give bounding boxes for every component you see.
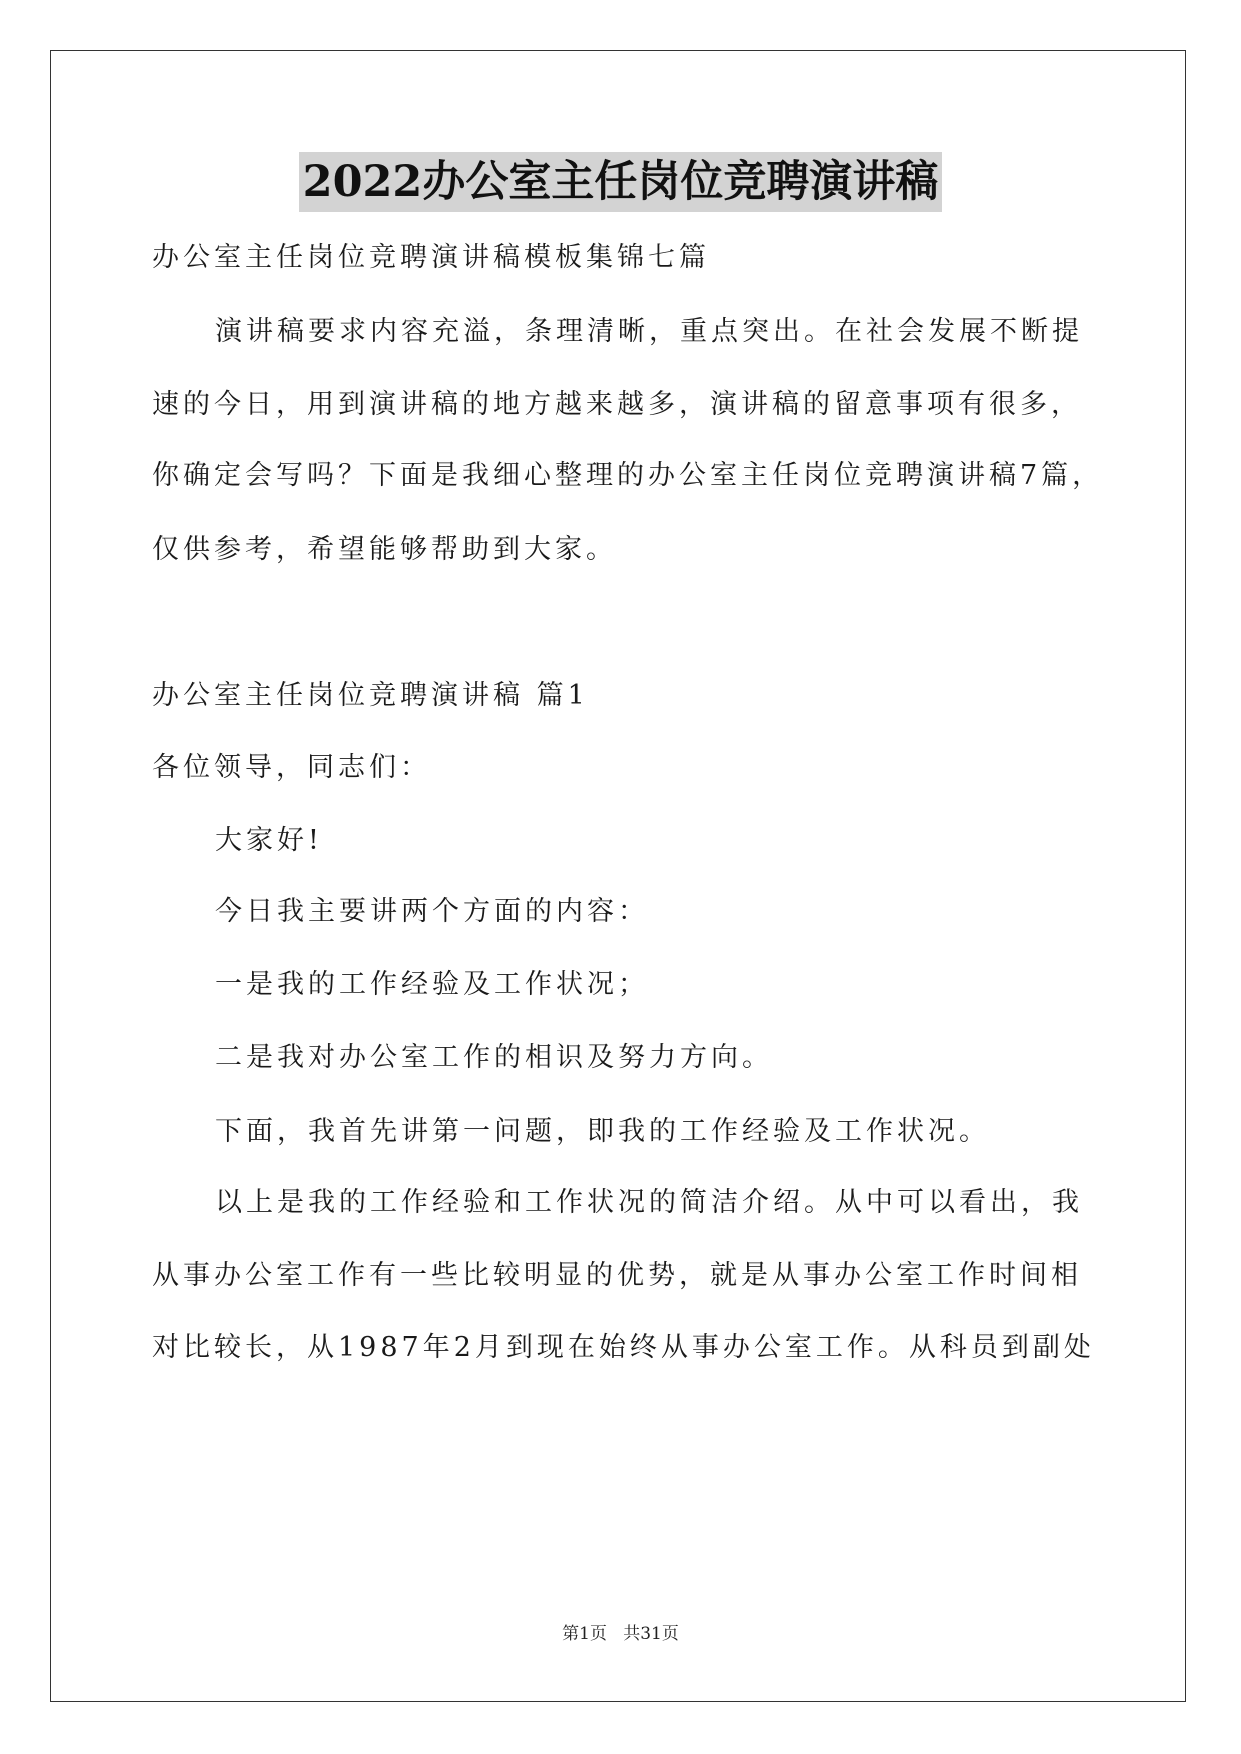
paragraph-line: 对比较长，从1987年2月到现在始终从事办公室工作。从科员到副处 <box>152 1332 1095 1363</box>
page-number: 第1页 <box>562 1624 607 1644</box>
salutation: 各位领导，同志们： <box>152 752 431 783</box>
intro-line: 速的今日，用到演讲稿的地方越来越多，演讲稿的留意事项有很多， <box>152 389 1082 420</box>
intro-line: 仅供参考，希望能够帮助到大家。 <box>152 534 617 565</box>
intro-line: 演讲稿要求内容充溢，条理清晰，重点突出。在社会发展不断提 <box>215 316 1083 347</box>
body-line: 一是我的工作经验及工作状况； <box>215 969 649 1000</box>
page-border <box>50 50 1186 1702</box>
page-footer <box>0 1622 1241 1646</box>
section-heading: 办公室主任岗位竞聘演讲稿 篇1 <box>152 680 589 711</box>
document-subtitle: 办公室主任岗位竞聘演讲稿模板集锦七篇 <box>152 242 710 273</box>
greeting: 大家好! <box>215 825 323 856</box>
intro-line: 你确定会写吗？下面是我细心整理的办公室主任岗位竞聘演讲稿7篇， <box>152 460 1104 491</box>
paragraph-line: 以上是我的工作经验和工作状况的简洁介绍。从中可以看出，我 <box>215 1187 1083 1218</box>
page-total: 共31页 <box>623 1624 679 1644</box>
body-line: 今日我主要讲两个方面的内容： <box>215 896 649 927</box>
paragraph-line: 从事办公室工作有一些比较明显的优势，就是从事办公室工作时间相 <box>152 1260 1082 1291</box>
body-line: 下面，我首先讲第一问题，即我的工作经验及工作状况。 <box>215 1116 990 1147</box>
document-title: 2022办公室主任岗位竞聘演讲稿 <box>299 152 943 212</box>
title-block <box>0 152 1241 212</box>
body-line: 二是我对办公室工作的相识及努力方向。 <box>215 1042 773 1073</box>
